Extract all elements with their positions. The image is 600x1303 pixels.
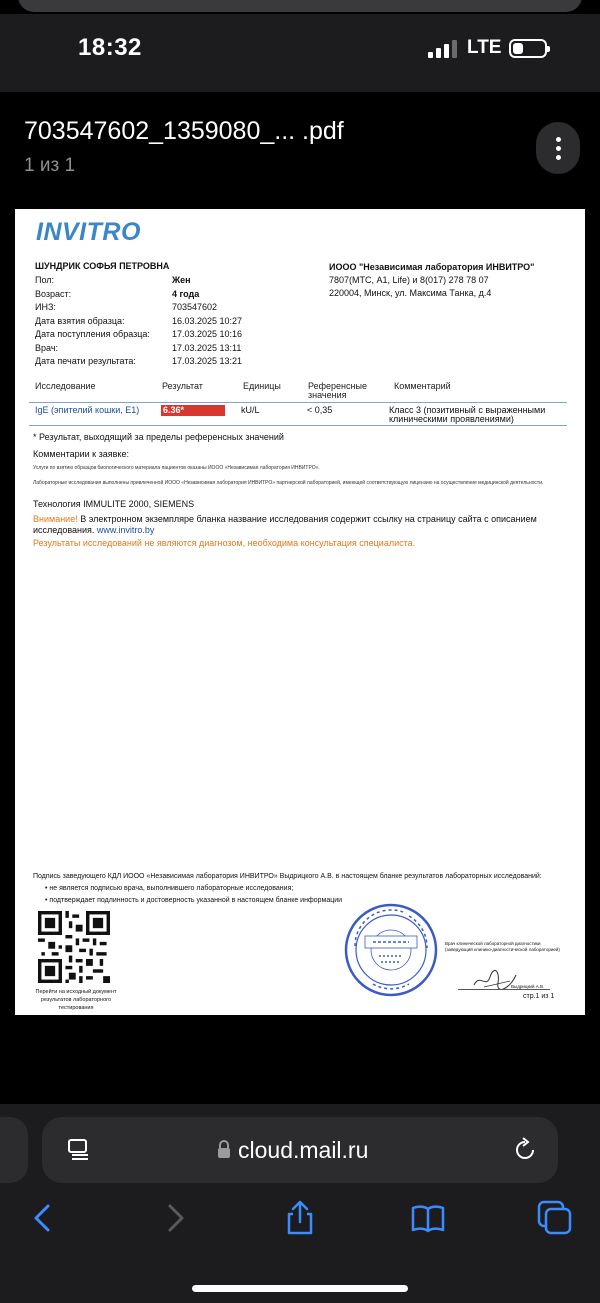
technology-line: Технология IMMULITE 2000, SIEMENS	[33, 499, 195, 509]
qr-caption: Перейти на исходный документ результатов лабораторного тестирования	[35, 989, 117, 1011]
head-name: Выдрицкий А.В.	[511, 984, 545, 989]
info-row: Дата взятия образца: 16.03.2025 10:27	[35, 315, 243, 326]
table-divider	[29, 402, 567, 403]
table-divider	[29, 425, 567, 426]
info-row: ИНЗ: 703547602	[35, 302, 218, 312]
results-table-header	[35, 381, 567, 401]
info-row: Дата печати результата: 17.03.2025 13:21	[35, 356, 243, 366]
lock-icon	[217, 1140, 231, 1158]
row-result-flag: 6.36*	[161, 405, 225, 416]
row-ref: < 0,35	[307, 405, 333, 415]
share-icon[interactable]	[282, 1200, 318, 1236]
warning-note	[33, 514, 573, 536]
qr-code-icon[interactable]	[38, 911, 110, 983]
lab-address: 220004, Минск, ул. Максима Танка, д.4	[329, 288, 492, 298]
bookmarks-icon[interactable]	[410, 1200, 446, 1236]
row-units: kU/L	[241, 405, 260, 415]
fine-print-1: Услуги по взятию образцов биологического материала пациентов оказаны ИООО «Независимая лаборатория ИНВИТРО».	[33, 465, 320, 471]
top-handle	[18, 0, 582, 12]
more-options-button[interactable]	[536, 122, 580, 174]
page-number: стр.1 из 1	[523, 993, 555, 1000]
info-row: Дата поступления образца: 17.03.2025 10:16	[35, 329, 243, 339]
lab-stamp-icon	[343, 902, 439, 998]
info-row: Пол: Жен	[35, 275, 191, 285]
head-title: Врач клинической лабораторной диагностики (заведующий клинико-диагностической лабораторией)	[445, 941, 560, 952]
reload-icon[interactable]	[512, 1137, 538, 1163]
table-row	[35, 404, 567, 424]
row-test-link[interactable]: IgE (эпителий кошки, E1)	[35, 405, 140, 415]
status-time: 18:32	[78, 34, 142, 61]
info-row: Врач: 17.03.2025 13:11	[35, 342, 242, 353]
order-comments-label: Комментарии к заявке:	[33, 449, 129, 459]
home-indicator[interactable]	[192, 1285, 408, 1292]
pdf-page-count: 1 из 1	[24, 155, 76, 176]
lab-info	[329, 261, 579, 300]
out-of-range-note: * Результат, выходящий за пределы референсных значений	[33, 432, 284, 442]
signature-bullet: • не является подписью врача, выполнившего лабораторные исследования;	[45, 885, 294, 892]
warning-label: Внимание!	[33, 514, 78, 524]
invitro-link[interactable]: www.invitro.by	[96, 525, 155, 535]
warning-text: В электронном экземпляре бланка название исследования содержит ссылку на страницу сайта с описанием исследования.	[33, 514, 537, 535]
col-ref-2: значения	[308, 390, 347, 400]
pdf-filename: 703547602_1359080_... .pdf	[24, 117, 344, 145]
disclaimer: Результаты исследований не являются диагнозом, необходима консультация специалиста.	[33, 538, 416, 548]
signature-bullet: • подтверждает подлинность и достоверность указанной в настоящем бланке информации	[45, 897, 343, 904]
col-result: Результат	[162, 381, 203, 391]
forward-icon[interactable]	[156, 1200, 192, 1236]
fine-print-2: Лабораторные исследования выполнены привлеченной ИООО «Независимая лаборатория ИНВИТРО» партнерской лабораторией, имеющей соответствующую лицензию на осуществление медицинской деятельности.	[33, 480, 544, 486]
previous-tab-peek[interactable]	[0, 1117, 28, 1183]
row-comment-1: Класс 3 (позитивный с выраженными	[389, 405, 546, 415]
patient-info	[35, 274, 242, 369]
patient-name: ШУНДРИК СОФЬЯ ПЕТРОВНА	[35, 261, 170, 271]
lab-phones: 7807(МТС, А1, Life) и 8(017) 278 78 07	[329, 275, 489, 285]
url-text[interactable]: cloud.mail.ru	[238, 1137, 369, 1163]
col-ref-1: Референсные	[308, 381, 367, 391]
more-dots-icon	[556, 137, 561, 142]
network-type: LTE	[467, 37, 502, 58]
tabs-icon[interactable]	[537, 1200, 573, 1236]
info-row: Возраст: 4 года	[35, 288, 200, 299]
reader-mode-icon[interactable]	[66, 1137, 92, 1163]
battery-icon	[509, 39, 547, 58]
cellular-signal-icon	[428, 40, 458, 58]
row-comment-2: клиническими проявлениями)	[389, 414, 514, 424]
col-units: Единицы	[243, 381, 281, 391]
col-test: Исследование	[35, 381, 96, 391]
back-icon[interactable]	[26, 1200, 62, 1236]
col-comment: Комментарий	[394, 381, 451, 391]
signature-note: Подпись заведующего КДЛ ИООО «Независимая лаборатория ИНВИТРО» Выдрицкого А.В. в настоящем бланке результатов лабораторных исследований:	[33, 873, 542, 880]
invitro-logo: INVITRO	[36, 218, 141, 246]
lab-name: ИООО "Независимая лаборатория ИНВИТРО"	[329, 262, 535, 272]
signature-line	[458, 989, 550, 990]
pdf-page[interactable]	[15, 209, 585, 1015]
